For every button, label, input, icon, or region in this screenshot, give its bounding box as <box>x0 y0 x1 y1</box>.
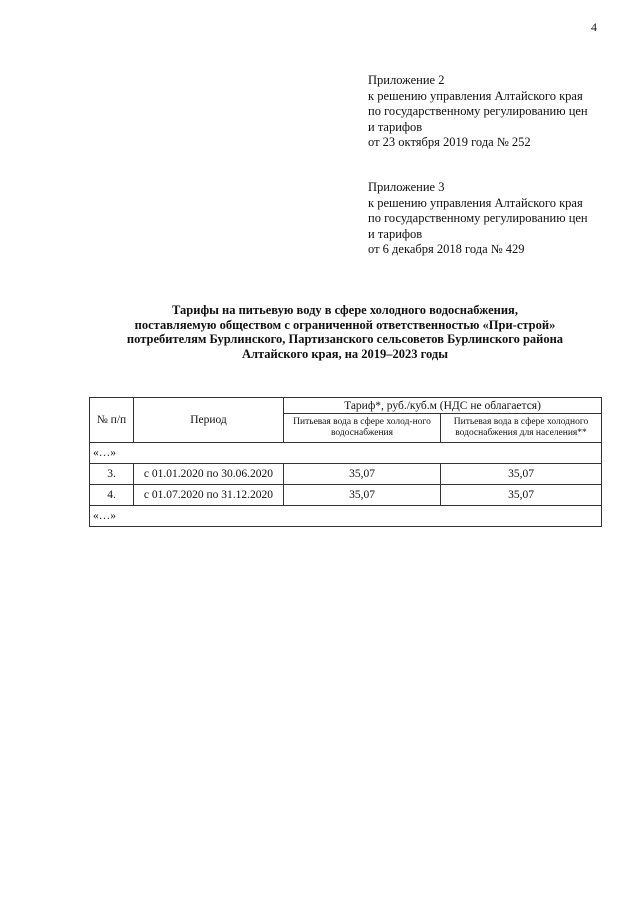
row-value-a: 35,07 <box>284 485 441 506</box>
table-row-ellipsis-top <box>90 443 602 464</box>
row-num: 3. <box>90 464 134 485</box>
title-line: Алтайского края, на 2019–2023 годы <box>241 346 449 361</box>
ellipsis-top: «…» <box>90 443 602 464</box>
row-value-b: 35,07 <box>441 485 602 506</box>
table-header-row <box>90 398 602 414</box>
page-number: 4 <box>591 20 597 34</box>
appendix-2-line: к решению управления Алтайского края <box>368 88 583 103</box>
table-row-ellipsis-bottom <box>90 506 602 527</box>
appendix-2-line: и тарифов <box>368 119 423 134</box>
appendix-2-line: от 23 октября 2019 года № 252 <box>368 135 531 150</box>
appendix-3-block <box>368 180 630 258</box>
appendix-2-line: по государственному регулированию цен <box>368 104 588 119</box>
appendix-2-block <box>368 73 630 151</box>
row-num: 4. <box>90 485 134 506</box>
header-col-b: Питьевая вода в сфере холодного водоснабжения для населения** <box>441 414 602 443</box>
appendix-3-line: по государственному регулированию цен <box>368 211 588 226</box>
header-tariff: Тариф*, руб./куб.м (НДС не облагается) <box>284 398 602 414</box>
appendix-2-line: Приложение 2 <box>368 73 445 87</box>
table-row <box>90 485 602 506</box>
ellipsis-bottom: «…» <box>90 506 602 527</box>
appendix-3-line: Приложение 3 <box>368 180 445 194</box>
header-num: № п/п <box>90 398 134 443</box>
appendix-3-line: и тарифов <box>368 226 423 241</box>
header-period: Период <box>134 398 284 443</box>
document-title <box>60 303 630 361</box>
tariff-table <box>89 397 602 527</box>
table-row <box>90 464 602 485</box>
title-line: потребителям Бурлинского, Партизанского сельсоветов Бурлинского района <box>126 332 564 347</box>
appendix-3-line: от 6 декабря 2018 года № 429 <box>368 242 525 257</box>
row-period: с 01.01.2020 по 30.06.2020 <box>134 464 284 485</box>
row-value-b: 35,07 <box>441 464 602 485</box>
title-line: поставляемую обществом с ограниченной ответственностью «При-строй» <box>134 317 556 332</box>
row-value-a: 35,07 <box>284 464 441 485</box>
row-period: с 01.07.2020 по 31.12.2020 <box>134 485 284 506</box>
header-col-a: Питьевая вода в сфере холод-ного водоснабжения <box>284 414 441 443</box>
title-line: Тарифы на питьевую воду в сфере холодного водоснабжения, <box>172 303 518 317</box>
appendix-3-line: к решению управления Алтайского края <box>368 195 583 210</box>
